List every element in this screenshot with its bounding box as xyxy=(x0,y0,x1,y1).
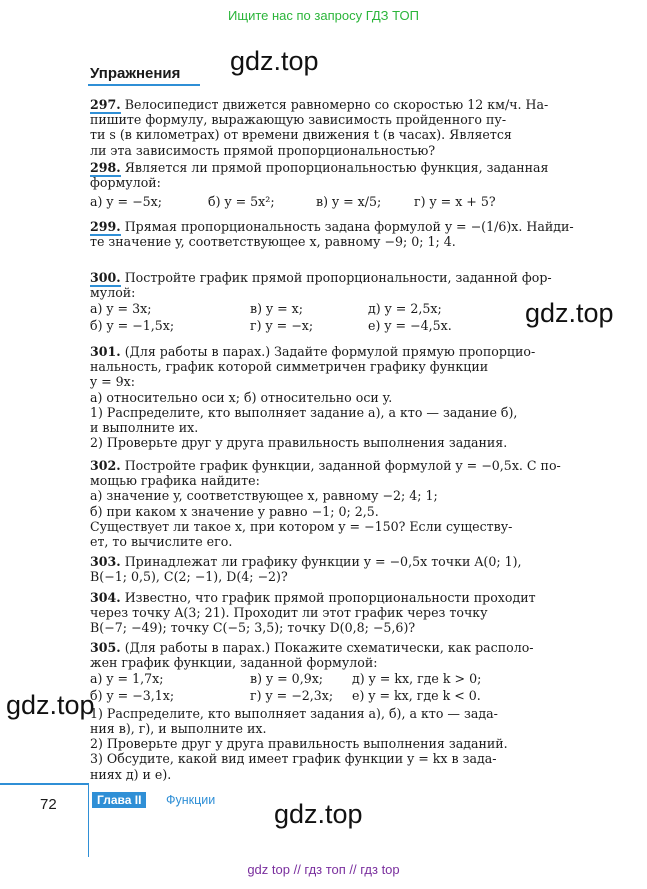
exercise-line: б) при каком x значение y равно −1; 0; 2,5. xyxy=(90,503,379,519)
exercise-line: мощью графика найдите: xyxy=(90,473,260,489)
exercise-300 xyxy=(90,270,602,334)
exercise-302 xyxy=(90,458,602,549)
exercise-line: ли эта зависимость прямой пропорциональностью? xyxy=(90,142,436,158)
exercise-line: жен график функции, заданной формулой: xyxy=(90,655,378,671)
exercise-line: 1) Распределите, кто выполняет задания а), б), а кто — зада- xyxy=(90,705,498,721)
footer-divider xyxy=(0,783,88,785)
option: е) y = −4,5x. xyxy=(368,317,452,333)
exercise-line: ти s (в километрах) от времени движения t (в часах). Является xyxy=(90,127,512,143)
exercise-line: ниях д) и е). xyxy=(90,766,172,782)
exercise-line: через точку A(3; 21). Проходит ли этот график через точку xyxy=(90,605,488,621)
exercise-number: 302. xyxy=(90,458,121,473)
exercise-line: Постройте график функции, заданной формулой y = −0,5x. С по- xyxy=(124,458,561,473)
page-number: 72 xyxy=(40,796,57,813)
exercise-line: 2) Проверьте друг у друга правильность выполнения заданий. xyxy=(90,736,508,752)
exercise-line: Велосипедист движется равномерно со скоростью 12 км/ч. На- xyxy=(124,97,549,112)
exercise-line: те значение y, соответствующее x, равному −9; 0; 1; 4. xyxy=(90,234,456,250)
exercise-line: и выполните их. xyxy=(90,420,199,436)
footer-links[interactable]: gdz top // гдз топ // гдз top xyxy=(247,862,400,877)
exercise-301 xyxy=(90,344,602,450)
watermark: gdz.top xyxy=(230,46,319,76)
chapter-title: Функции xyxy=(166,793,216,807)
option: г) y = x + 5? xyxy=(414,194,496,210)
exercise-305 xyxy=(90,640,602,782)
option: а) y = 1,7x; xyxy=(90,671,164,687)
exercise-line: 2) Проверьте друг у друга правильность выполнения задания. xyxy=(90,435,508,451)
exercise-number: 299. xyxy=(90,219,121,234)
exercise-line: Прямая пропорциональность задана формулой y = −(1/6)x. Найди- xyxy=(124,219,574,234)
exercise-line: формулой: xyxy=(90,175,161,191)
option: б) y = 5x²; xyxy=(208,194,275,210)
exercise-line: y = 9x: xyxy=(90,374,136,390)
watermark: gdz.top xyxy=(274,799,363,829)
heading-underline xyxy=(88,84,200,86)
exercise-299 xyxy=(90,219,602,249)
option: в) y = 0,9x; xyxy=(250,671,324,687)
option: д) y = kx, где k > 0; xyxy=(352,671,482,687)
exercise-line: пишите формулу, выражающую зависимость пройденного пу- xyxy=(90,112,507,128)
exercise-number: 300. xyxy=(90,270,121,285)
exercise-line: Является ли прямой пропорциональностью функция, заданная xyxy=(124,160,549,175)
top-search-hint[interactable]: Ищите нас по запросу ГДЗ ТОП xyxy=(228,8,419,23)
exercise-line: Существует ли такое x, при котором y = −150? Если существу- xyxy=(90,518,513,534)
exercise-line: 3) Обсудите, какой вид имеет график функции y = kx в зада- xyxy=(90,751,497,767)
option: б) y = −1,5x; xyxy=(90,317,175,333)
option: е) y = kx, где k < 0. xyxy=(352,687,481,703)
option: д) y = 2,5x; xyxy=(368,301,442,317)
exercise-line: Постройте график прямой пропорциональности, заданной фор- xyxy=(124,270,552,285)
exercise-297 xyxy=(90,97,602,158)
exercise-number: 303. xyxy=(90,554,121,569)
option: г) y = −x; xyxy=(250,317,314,333)
exercise-line: Известно, что график прямой пропорциональности проходит xyxy=(124,590,536,605)
watermark: gdz.top xyxy=(525,298,614,328)
chapter-label: Глава II xyxy=(92,792,146,808)
watermark: gdz.top xyxy=(6,690,95,720)
margin-line xyxy=(88,783,89,857)
option: а) y = −5x; xyxy=(90,194,163,210)
option: в) y = x; xyxy=(250,301,304,317)
exercise-number: 304. xyxy=(90,590,121,605)
exercise-line: а) относительно оси x; б) относительно оси y. xyxy=(90,389,393,405)
exercise-number: 305. xyxy=(90,640,121,655)
exercise-number: 298. xyxy=(90,160,121,175)
option: б) y = −3,1x; xyxy=(90,687,175,703)
exercise-number: 301. xyxy=(90,344,121,359)
exercise-304 xyxy=(90,590,602,636)
exercise-line: (Для работы в парах.) Задайте формулой прямую пропорцио- xyxy=(124,344,536,359)
exercise-line: B(−7; −49); точку C(−5; 3,5); точку D(0,8; −5,6)? xyxy=(90,620,416,636)
exercise-line: B(−1; 0,5), C(2; −1), D(4; −2)? xyxy=(90,569,288,585)
exercise-line: мулой: xyxy=(90,285,136,301)
option: в) y = x/5; xyxy=(316,194,382,210)
option: а) y = 3x; xyxy=(90,301,152,317)
exercise-line: а) значение y, соответствующее x, равному −2; 4; 1; xyxy=(90,488,438,504)
exercise-line: ет, то вычислите его. xyxy=(90,534,233,550)
exercise-number: 297. xyxy=(90,97,121,112)
exercise-303 xyxy=(90,554,602,584)
exercise-298 xyxy=(90,160,602,211)
exercise-line: (Для работы в парах.) Покажите схематически, как располо- xyxy=(124,640,534,655)
exercise-line: ния в), г), и выполните их. xyxy=(90,721,267,737)
exercise-line: 1) Распределите, кто выполняет задание а), а кто — задание б), xyxy=(90,404,518,420)
exercise-line: нальность, график которой симметричен графику функции xyxy=(90,359,489,375)
section-heading: Упражнения xyxy=(90,65,181,82)
option: г) y = −2,3x; xyxy=(250,687,334,703)
exercise-line: Принадлежат ли графику функции y = −0,5x точки A(0; 1), xyxy=(124,554,522,569)
